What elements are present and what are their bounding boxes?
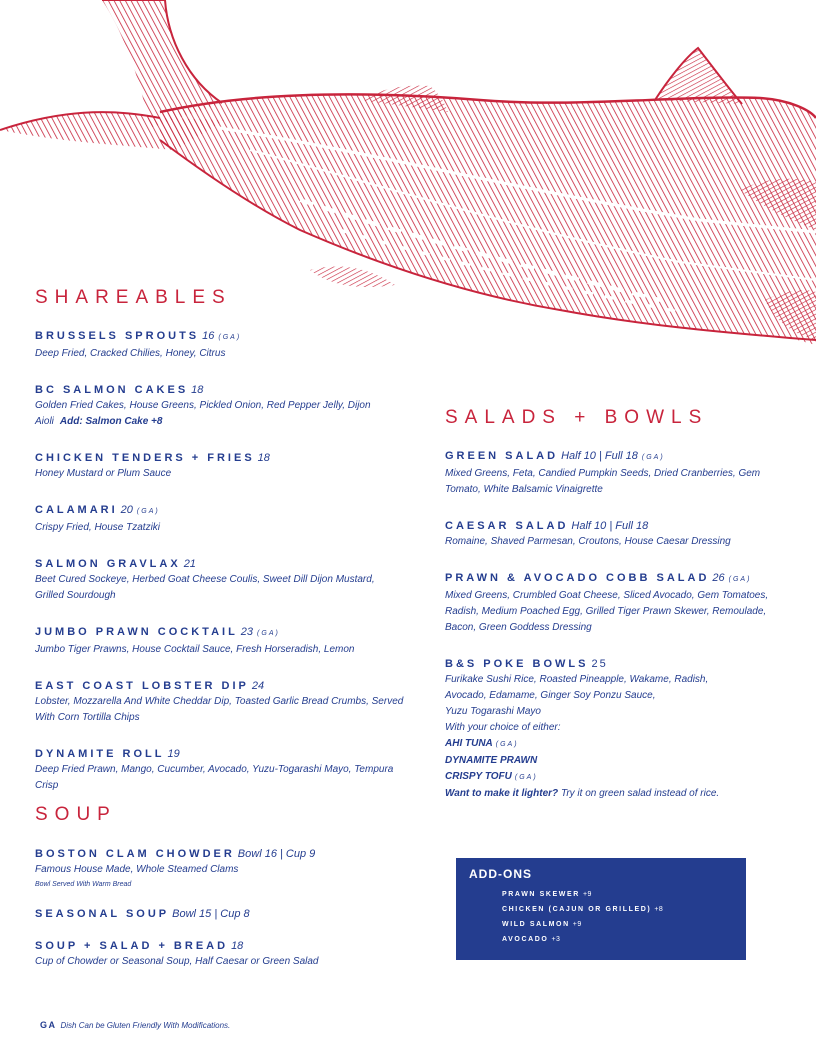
item-tag: (GA) bbox=[728, 576, 752, 583]
addon-name: AVOCADO bbox=[502, 936, 549, 943]
poke-desc-line: Avocado, Edamame, Ginger Soy Ponzu Sauce, bbox=[445, 690, 656, 701]
item-price: 23 bbox=[240, 626, 254, 638]
item-tag: (GA) bbox=[641, 454, 665, 461]
item-desc: Mixed Greens, Crumbled Goat Cheese, Sliced Avocado, Gem Tomatoes, Radish, Medium Poached Egg, Grilled Tiger Prawn Skewer, Remoulade, Bacon, Green Goddess Dressing bbox=[445, 590, 769, 633]
addon-name: PRAWN SKEWER bbox=[502, 891, 580, 898]
addon-price: +3 bbox=[551, 936, 561, 943]
item-name: SEASONAL SOUP bbox=[35, 908, 170, 920]
item-name: BOSTON CLAM CHOWDER bbox=[35, 848, 235, 860]
item-desc bbox=[35, 398, 405, 430]
item-desc-text: Golden Fried Cakes, House Greens, Pickled Onion, Red Pepper Jelly, Dijon Aioli bbox=[35, 400, 371, 427]
item-price: 24 bbox=[251, 680, 265, 692]
item-name: JUMBO PRAWN COCKTAIL bbox=[35, 626, 238, 638]
item-price: Half 10 | Full 18 bbox=[561, 450, 638, 462]
addon-item bbox=[469, 917, 734, 932]
item-name: BRUSSELS SPROUTS bbox=[35, 330, 200, 342]
item-name: GREEN SALAD bbox=[445, 450, 559, 462]
shareables-list bbox=[35, 328, 405, 814]
lighter-note-bold: Want to make it lighter? bbox=[445, 788, 559, 799]
item-price: 18 bbox=[191, 384, 204, 396]
item-desc: Lobster, Mozzarella And White Cheddar Dip, Toasted Garlic Bread Crumbs, Served With Corn Tortilla Chips bbox=[35, 696, 404, 723]
addon-item bbox=[469, 887, 734, 902]
item-name: EAST COAST LOBSTER DIP bbox=[35, 680, 249, 692]
item-name: B&S POKE BOWLS bbox=[445, 658, 589, 670]
item-desc: Cup of Chowder or Seasonal Soup, Half Caesar or Green Salad bbox=[35, 956, 319, 967]
menu-item bbox=[35, 382, 405, 430]
footnote-text: Dish Can be Gluten Friendly With Modifications. bbox=[60, 1021, 231, 1030]
item-price: 26 bbox=[712, 572, 725, 584]
menu-item bbox=[35, 502, 405, 536]
item-price: 18 bbox=[231, 940, 244, 952]
salads-title: SALADS + BOWLS bbox=[445, 407, 709, 428]
addon-price: +9 bbox=[582, 891, 592, 898]
item-add-on: Add: Salmon Cake +8 bbox=[59, 416, 163, 427]
poke-choice bbox=[445, 753, 775, 769]
item-name: SALMON GRAVLAX bbox=[35, 558, 181, 570]
item-tag: (GA) bbox=[218, 334, 242, 341]
poke-choice-tag: (GA) bbox=[514, 774, 538, 781]
item-price: 20 bbox=[120, 504, 133, 516]
item-name: CAESAR SALAD bbox=[445, 520, 569, 532]
menu-item bbox=[35, 450, 405, 482]
item-price: 16 bbox=[202, 330, 215, 342]
item-price: Half 10 | Full 18 bbox=[571, 520, 649, 532]
item-price: Bowl 16 | Cup 9 bbox=[237, 848, 316, 860]
poke-choice-name: CRISPY TOFU bbox=[445, 771, 512, 782]
menu-item bbox=[445, 448, 775, 498]
item-name: CHICKEN TENDERS + FRIES bbox=[35, 452, 255, 464]
item-price: 25 bbox=[591, 658, 608, 670]
item-desc: Deep Fried, Cracked Chilies, Honey, Citrus bbox=[35, 348, 226, 359]
menu-item bbox=[35, 678, 405, 726]
item-desc: Honey Mustard or Plum Sauce bbox=[35, 468, 172, 479]
shareables-title: SHAREABLES bbox=[35, 287, 232, 308]
lighter-note bbox=[445, 786, 775, 802]
poke-desc-line: Yuzu Togarashi Mayo bbox=[445, 706, 541, 717]
menu-item bbox=[35, 328, 405, 362]
item-tag: (GA) bbox=[257, 630, 280, 637]
poke-choice-name: DYNAMITE PRAWN bbox=[445, 755, 538, 766]
soup-title: SOUP bbox=[35, 804, 117, 825]
item-name: SOUP + SALAD + BREAD bbox=[35, 940, 229, 952]
item-desc: Famous House Made, Whole Steamed Clams bbox=[35, 864, 239, 875]
item-price: 21 bbox=[183, 558, 196, 570]
lighter-note-text: Try it on green salad instead of rice. bbox=[560, 788, 720, 799]
addon-item bbox=[469, 932, 734, 947]
footnote-code: GA bbox=[40, 1020, 57, 1030]
item-price: 18 bbox=[257, 452, 270, 464]
addon-price: +8 bbox=[654, 906, 664, 913]
item-price: 19 bbox=[167, 748, 180, 760]
addon-name: WILD SALMON bbox=[502, 921, 570, 928]
poke-desc-line: With your choice of either: bbox=[445, 722, 561, 733]
menu-item bbox=[35, 624, 405, 658]
poke-choice-name: AHI TUNA bbox=[445, 738, 493, 749]
menu-item bbox=[35, 906, 405, 922]
item-name: CALAMARI bbox=[35, 504, 118, 516]
item-name: PRAWN & AVOCADO COBB SALAD bbox=[445, 572, 710, 584]
item-desc: Jumbo Tiger Prawns, House Cocktail Sauce, Fresh Horseradish, Lemon bbox=[35, 644, 355, 655]
menu-item bbox=[35, 746, 405, 794]
item-price: Bowl 15 | Cup 8 bbox=[172, 908, 250, 920]
menu-item bbox=[35, 556, 405, 604]
menu-item bbox=[35, 846, 405, 892]
item-name: DYNAMITE ROLL bbox=[35, 748, 165, 760]
addon-item bbox=[469, 902, 734, 917]
item-desc: Mixed Greens, Feta, Candied Pumpkin Seeds, Dried Cranberries, Gem Tomato, White Balsamic Vinaigrette bbox=[445, 468, 761, 495]
menu-item bbox=[445, 518, 775, 550]
item-desc: Beet Cured Sockeye, Herbed Goat Cheese Coulis, Sweet Dill Dijon Mustard, Grilled Sourdough bbox=[35, 574, 375, 601]
addon-name: CHICKEN (CAJUN OR GRILLED) bbox=[502, 906, 652, 913]
item-tag: (GA) bbox=[136, 508, 160, 515]
poke-choice bbox=[445, 769, 775, 786]
poke-choice-tag: (GA) bbox=[495, 741, 519, 748]
item-desc: Romaine, Shaved Parmesan, Croutons, House Caesar Dressing bbox=[445, 536, 731, 547]
item-note: Bowl Served With Warm Bread bbox=[35, 881, 132, 888]
addon-price: +9 bbox=[572, 921, 582, 928]
poke-bowls bbox=[445, 656, 775, 802]
menu-item bbox=[445, 570, 775, 636]
addons-title: ADD-ONS bbox=[469, 867, 532, 881]
item-desc: Crispy Fried, House Tzatziki bbox=[35, 522, 161, 533]
addons-box bbox=[456, 858, 746, 960]
footnote bbox=[40, 1019, 230, 1032]
poke-desc-line: Furikake Sushi Rice, Roasted Pineapple, Wakame, Radish, bbox=[445, 674, 709, 685]
item-desc: Deep Fried Prawn, Mango, Cucumber, Avocado, Yuzu-Togarashi Mayo, Tempura Crisp bbox=[35, 764, 394, 791]
salads-list bbox=[445, 448, 775, 822]
item-name: BC SALMON CAKES bbox=[35, 384, 189, 396]
soup-list bbox=[35, 846, 405, 990]
menu-item bbox=[35, 938, 405, 970]
poke-choice bbox=[445, 736, 775, 753]
